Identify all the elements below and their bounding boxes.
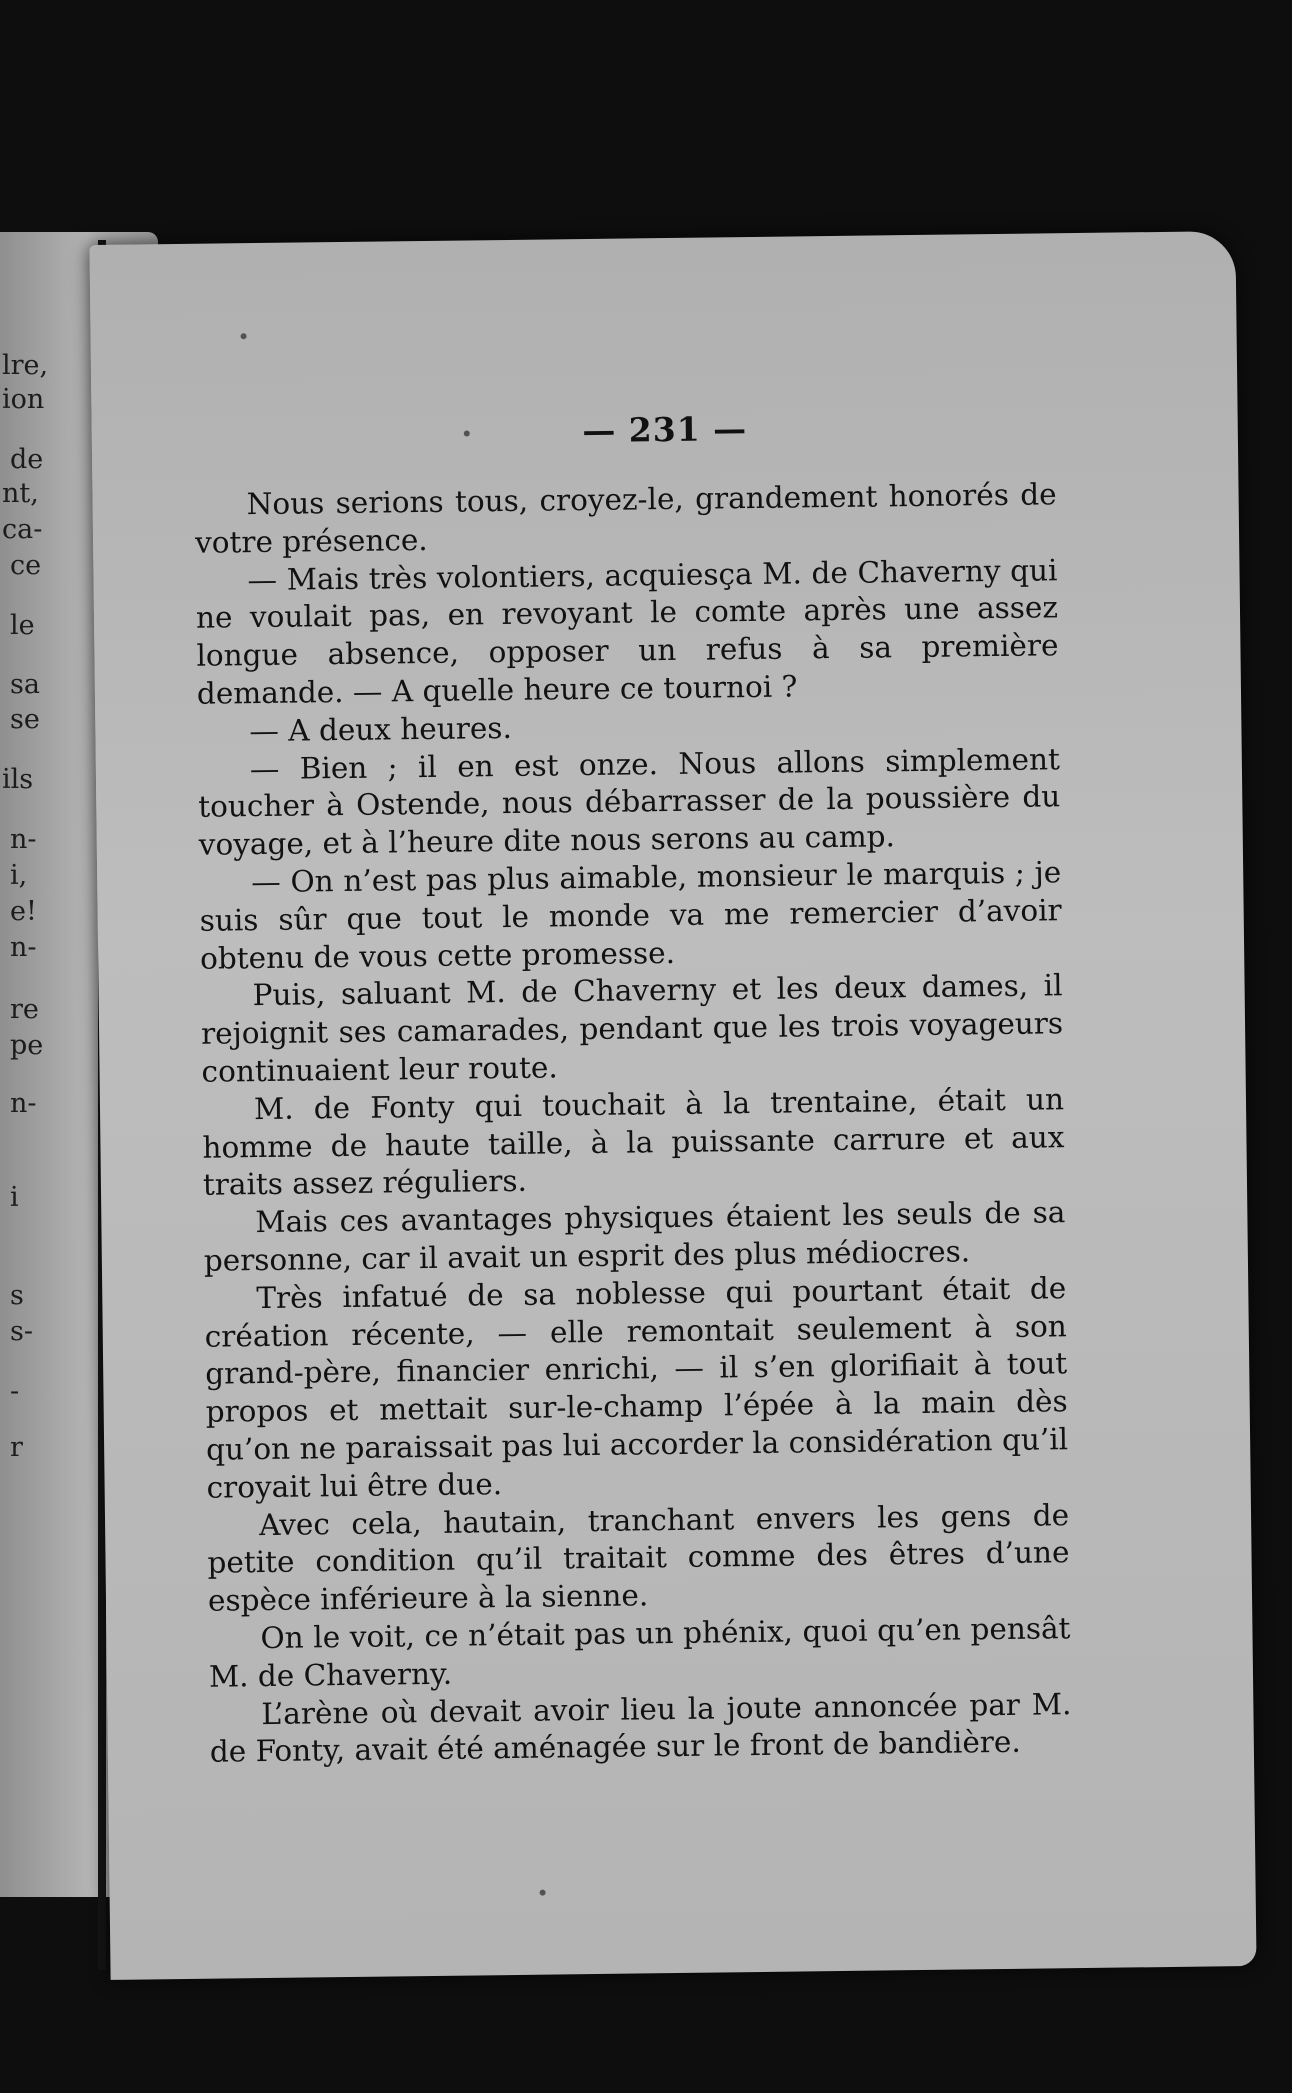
page-number: — 231 — bbox=[582, 409, 748, 451]
left-page-fragment-text: s bbox=[10, 1280, 24, 1311]
paragraph: — A deux heures. bbox=[249, 710, 513, 748]
left-page-fragment-text: - bbox=[10, 1376, 20, 1407]
paragraph: — Mais très volontiers, acquiesça M. de Chaverny qui ne voulait pas, en revoyant le comte après une assez longue absence, opposer un refus à sa première demande. — A quelle heure ce tournoi ? bbox=[195, 552, 1059, 711]
left-page-fragment-text: le bbox=[10, 610, 35, 641]
left-page-fragment-text: s- bbox=[10, 1316, 33, 1347]
left-page-fragment-text: n- bbox=[10, 824, 37, 855]
left-page-fragment-text: i bbox=[10, 1182, 19, 1213]
left-page-fragment-text: ca- bbox=[2, 514, 43, 545]
paragraph: Puis, saluant M. de Chaverny et les deux dames, il rejoignit ses camarades, pendant que les trois voyageurs continuaient leur route. bbox=[200, 968, 1064, 1089]
left-page-fragment-text: lre, bbox=[2, 350, 49, 381]
left-page-fragment-text: re bbox=[10, 994, 39, 1025]
book-page bbox=[89, 231, 1256, 1980]
left-page-fragment-text: n- bbox=[10, 932, 37, 963]
left-page-fragment-text: e! bbox=[10, 896, 37, 927]
page-body-text bbox=[194, 476, 1072, 1772]
left-page-fragment-text: pe bbox=[10, 1030, 44, 1061]
left-page-fragment-text: de bbox=[10, 444, 44, 475]
left-page-fragment-text: sa bbox=[10, 669, 40, 700]
left-page-fragment-text: r bbox=[10, 1432, 23, 1463]
paragraph: — Bien ; il en est onze. Nous allons simplement toucher à Ostende, nous débarrasser de la poussière du voyage, et à l’heure dite nous serons au camp. bbox=[198, 741, 1061, 862]
left-page-fragment-text: nt, bbox=[2, 478, 39, 509]
paper-speck bbox=[241, 333, 247, 339]
paper-speck bbox=[464, 430, 470, 436]
left-page-fragment-text: i, bbox=[10, 860, 28, 891]
paper-speck bbox=[540, 1890, 546, 1896]
paragraph: Très infatué de sa noblesse qui pourtant était de création récente, — elle remontait seulement à son grand-père, financier enrichi, — il s’en glorifiait à tout propos et mettait sur-le-champ l’épée à la main dès qu’on ne paraissait pas lui accorder la considération qu’il croyait lui être due. bbox=[204, 1270, 1069, 1505]
left-page-fragment-text: se bbox=[10, 704, 40, 735]
paragraph: M. de Fonty qui touchait à la trentaine, était un homme de haute taille, à la puissante carrure et aux traits assez réguliers. bbox=[202, 1081, 1065, 1203]
left-page-fragment-text: ce bbox=[10, 550, 42, 581]
paragraph: — On n’est pas plus aimable, monsieur le marquis ; je suis sûr que tout le monde va me remercier d’avoir obtenu de vous cette promesse. bbox=[199, 855, 1062, 976]
left-page-fragment-text: n- bbox=[10, 1088, 37, 1119]
left-page-fragment-text: ion bbox=[2, 384, 45, 415]
left-page-fragment-text: ils bbox=[2, 764, 34, 795]
paragraph: On le voit, ce n’était pas un phénix, quoi qu’en pensât M. de Chaverny. bbox=[208, 1611, 1071, 1694]
paragraph: Nous serions tous, croyez-le, grandement honorés de votre présence. bbox=[194, 477, 1057, 560]
paragraph: Mais ces avantages physiques étaient les seuls de sa personne, car il avait un esprit des plus médiocres. bbox=[203, 1195, 1066, 1278]
paragraph: Avec cela, hautain, tranchant envers les gens de petite condition qu’il traitait comme des êtres d’une espèce inférieure à la sienne. bbox=[207, 1497, 1070, 1618]
paragraph: L’arène où devait avoir lieu la joute annoncée par M. de Fonty, avait été aménagée sur le front de bandière. bbox=[209, 1686, 1072, 1770]
